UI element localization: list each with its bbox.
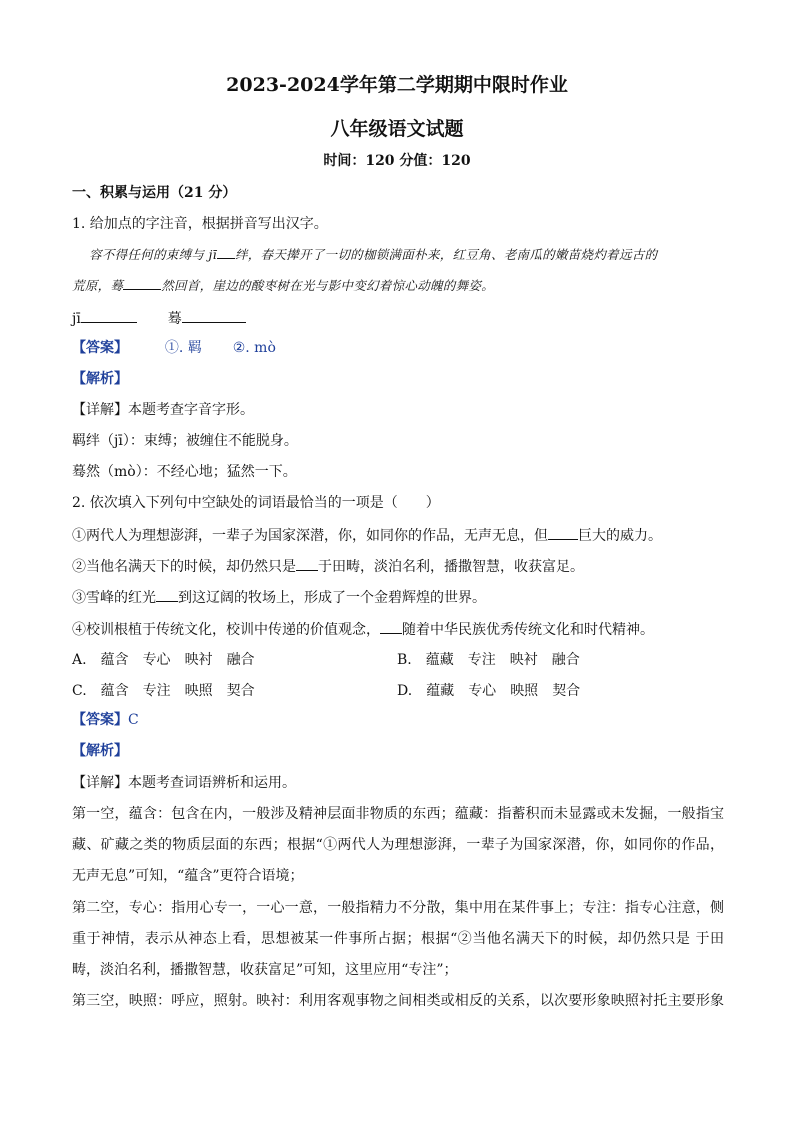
exam-meta: 时间：120 分值：120 [323,153,471,169]
passage-part-c: 荒原，蓦 [72,278,124,293]
q2-para-1 [72,799,724,892]
fill-blank-2 [182,308,246,323]
passage-part-d: 然回首，崖边的酸枣树在光与影中变幻着惊心动魄的舞姿。 [161,278,495,293]
q1-stem: 1. 给加点的字注音，根据拼音写出汉字。 [72,216,328,232]
option-label: D. [397,683,413,699]
para-line: 第一空，蕴含：包含在内，一般涉及精神层面非物质的东西；蕴藏：指蓄积而未显露或未发掘，一般指宝 [72,806,724,822]
answer-tag: 【答案】 [72,340,128,356]
option-word: 映照 [184,683,213,699]
answer-tag: 【答案】 [72,712,128,728]
option-word: 映衬 [509,652,538,668]
passage-part-b: 绊，春天撵开了一切的枷锁满面朴来，红豆角、老南瓜的嫩苗烧灼着远古的 [234,247,658,262]
sentence-text: 于田畴，淡泊名利，播撒智慧，收获富足。 [318,559,584,575]
passage-part-a: 容不得任何的束缚与 jī [89,247,217,262]
option-word: 蕴含 [100,652,129,668]
option-word: 专心 [142,652,171,668]
option-label: C. [72,683,87,699]
section-heading: 一、积累与运用（21 分） [72,185,237,201]
option-word: 蕴含 [100,683,129,699]
sentence-blank [296,556,318,571]
para-line: 第三空，映照：呼应，照射。映衬：利用客观事物之间相类或相反的关系，以次要形象映照衬托主要形象 [72,993,724,1009]
q1-fill-line [72,308,246,329]
para-line: 第二空，专心：指用心专一，一心一意，一般指精力不分散，集中用在某件事上；专注：指专心注意，侧 [72,900,724,916]
para-line: 重于神情，表示从神态上看，思想被某一件事所占据；根据“②当他名满天下的时候，却仍然只是 于田 [72,931,724,947]
option-label: B. [397,652,412,668]
q1-note-1: 羁绊（jī）：束缚；被缠住不能脱身。 [72,433,298,449]
option-word: 专注 [142,683,171,699]
q2-sentence-2 [72,556,584,577]
fill-blank-1 [81,308,137,323]
q1-analysis-tag: 【解析】 [72,371,128,387]
fill-label-2: 蓦 [167,311,182,327]
option-word: 融合 [226,652,255,668]
q2-sentence-3 [72,587,486,608]
exam-title: 2023-2024学年第二学期期中限时作业 [226,74,568,96]
q2-para-2 [72,893,724,986]
option-c [72,681,269,701]
sentence-blank [380,619,402,634]
passage-blank [217,244,235,259]
sentence-blank [156,587,178,602]
sentence-text: ②当他名满天下的时候，却仍然只是 [72,559,296,575]
option-word: 蕴藏 [426,683,455,699]
option-word: 映照 [510,683,539,699]
q2-sentence-1 [72,525,662,546]
sentence-text: ①两代人为理想澎湃，一辈子为国家深潜，你，如同你的作品，无声无息，但 [72,528,548,544]
exam-subtitle: 八年级语文试题 [330,118,464,140]
q2-para-3 [72,986,724,1017]
sentence-text: ③雪峰的红光 [72,590,156,606]
option-word: 映衬 [184,652,213,668]
sentence-text: 到这辽阔的牧场上，形成了一个金碧辉煌的世界。 [178,590,486,606]
para-line: 畴，淡泊名利，播撒智慧，收获富足”可知，这里应用“专注”； [72,962,458,978]
q2-answer [72,710,139,730]
sentence-text: 随着中华民族优秀传统文化和时代精神。 [402,622,654,638]
q1-detail: 【详解】本题考查字音字形。 [72,402,254,418]
answer-value-2: ②. mò [232,340,276,356]
option-b [397,650,594,670]
answer-value-1: ①. 羁 [164,340,202,356]
passage-blank [123,275,161,290]
sentence-text: 巨大的威力。 [578,528,662,544]
para-line: 无声无息”可知，“蕴含”更符合语境； [72,868,304,884]
fill-label-1: jī [72,311,81,327]
q1-note-2: 蓦然（mò）：不经心地；猛然一下。 [72,464,297,480]
option-d [397,681,594,701]
q1-answer [72,338,276,358]
q2-analysis-tag: 【解析】 [72,743,128,759]
sentence-text: ④校训根植于传统文化，校训中传递的价值观念， [72,622,380,638]
q2-detail: 【详解】本题考查词语辨析和运用。 [72,775,296,791]
option-word: 专心 [468,683,497,699]
option-label: A. [72,652,87,668]
option-word: 契合 [552,683,581,699]
option-word: 契合 [226,683,255,699]
sentence-blank [548,525,578,540]
answer-value: C [128,712,139,728]
para-line: 藏、矿藏之类的物质层面的东西；根据“①两代人为理想澎湃，一辈子为国家深潜，你，如同你的作品， [72,837,724,853]
q2-stem: 2. 依次填入下列句中空缺处的词语最恰当的一项是（ ） [72,495,440,511]
q1-passage [72,244,722,296]
q2-sentence-4 [72,619,654,640]
option-word: 专注 [467,652,496,668]
option-a [72,650,269,670]
option-word: 蕴藏 [425,652,454,668]
option-word: 融合 [551,652,580,668]
